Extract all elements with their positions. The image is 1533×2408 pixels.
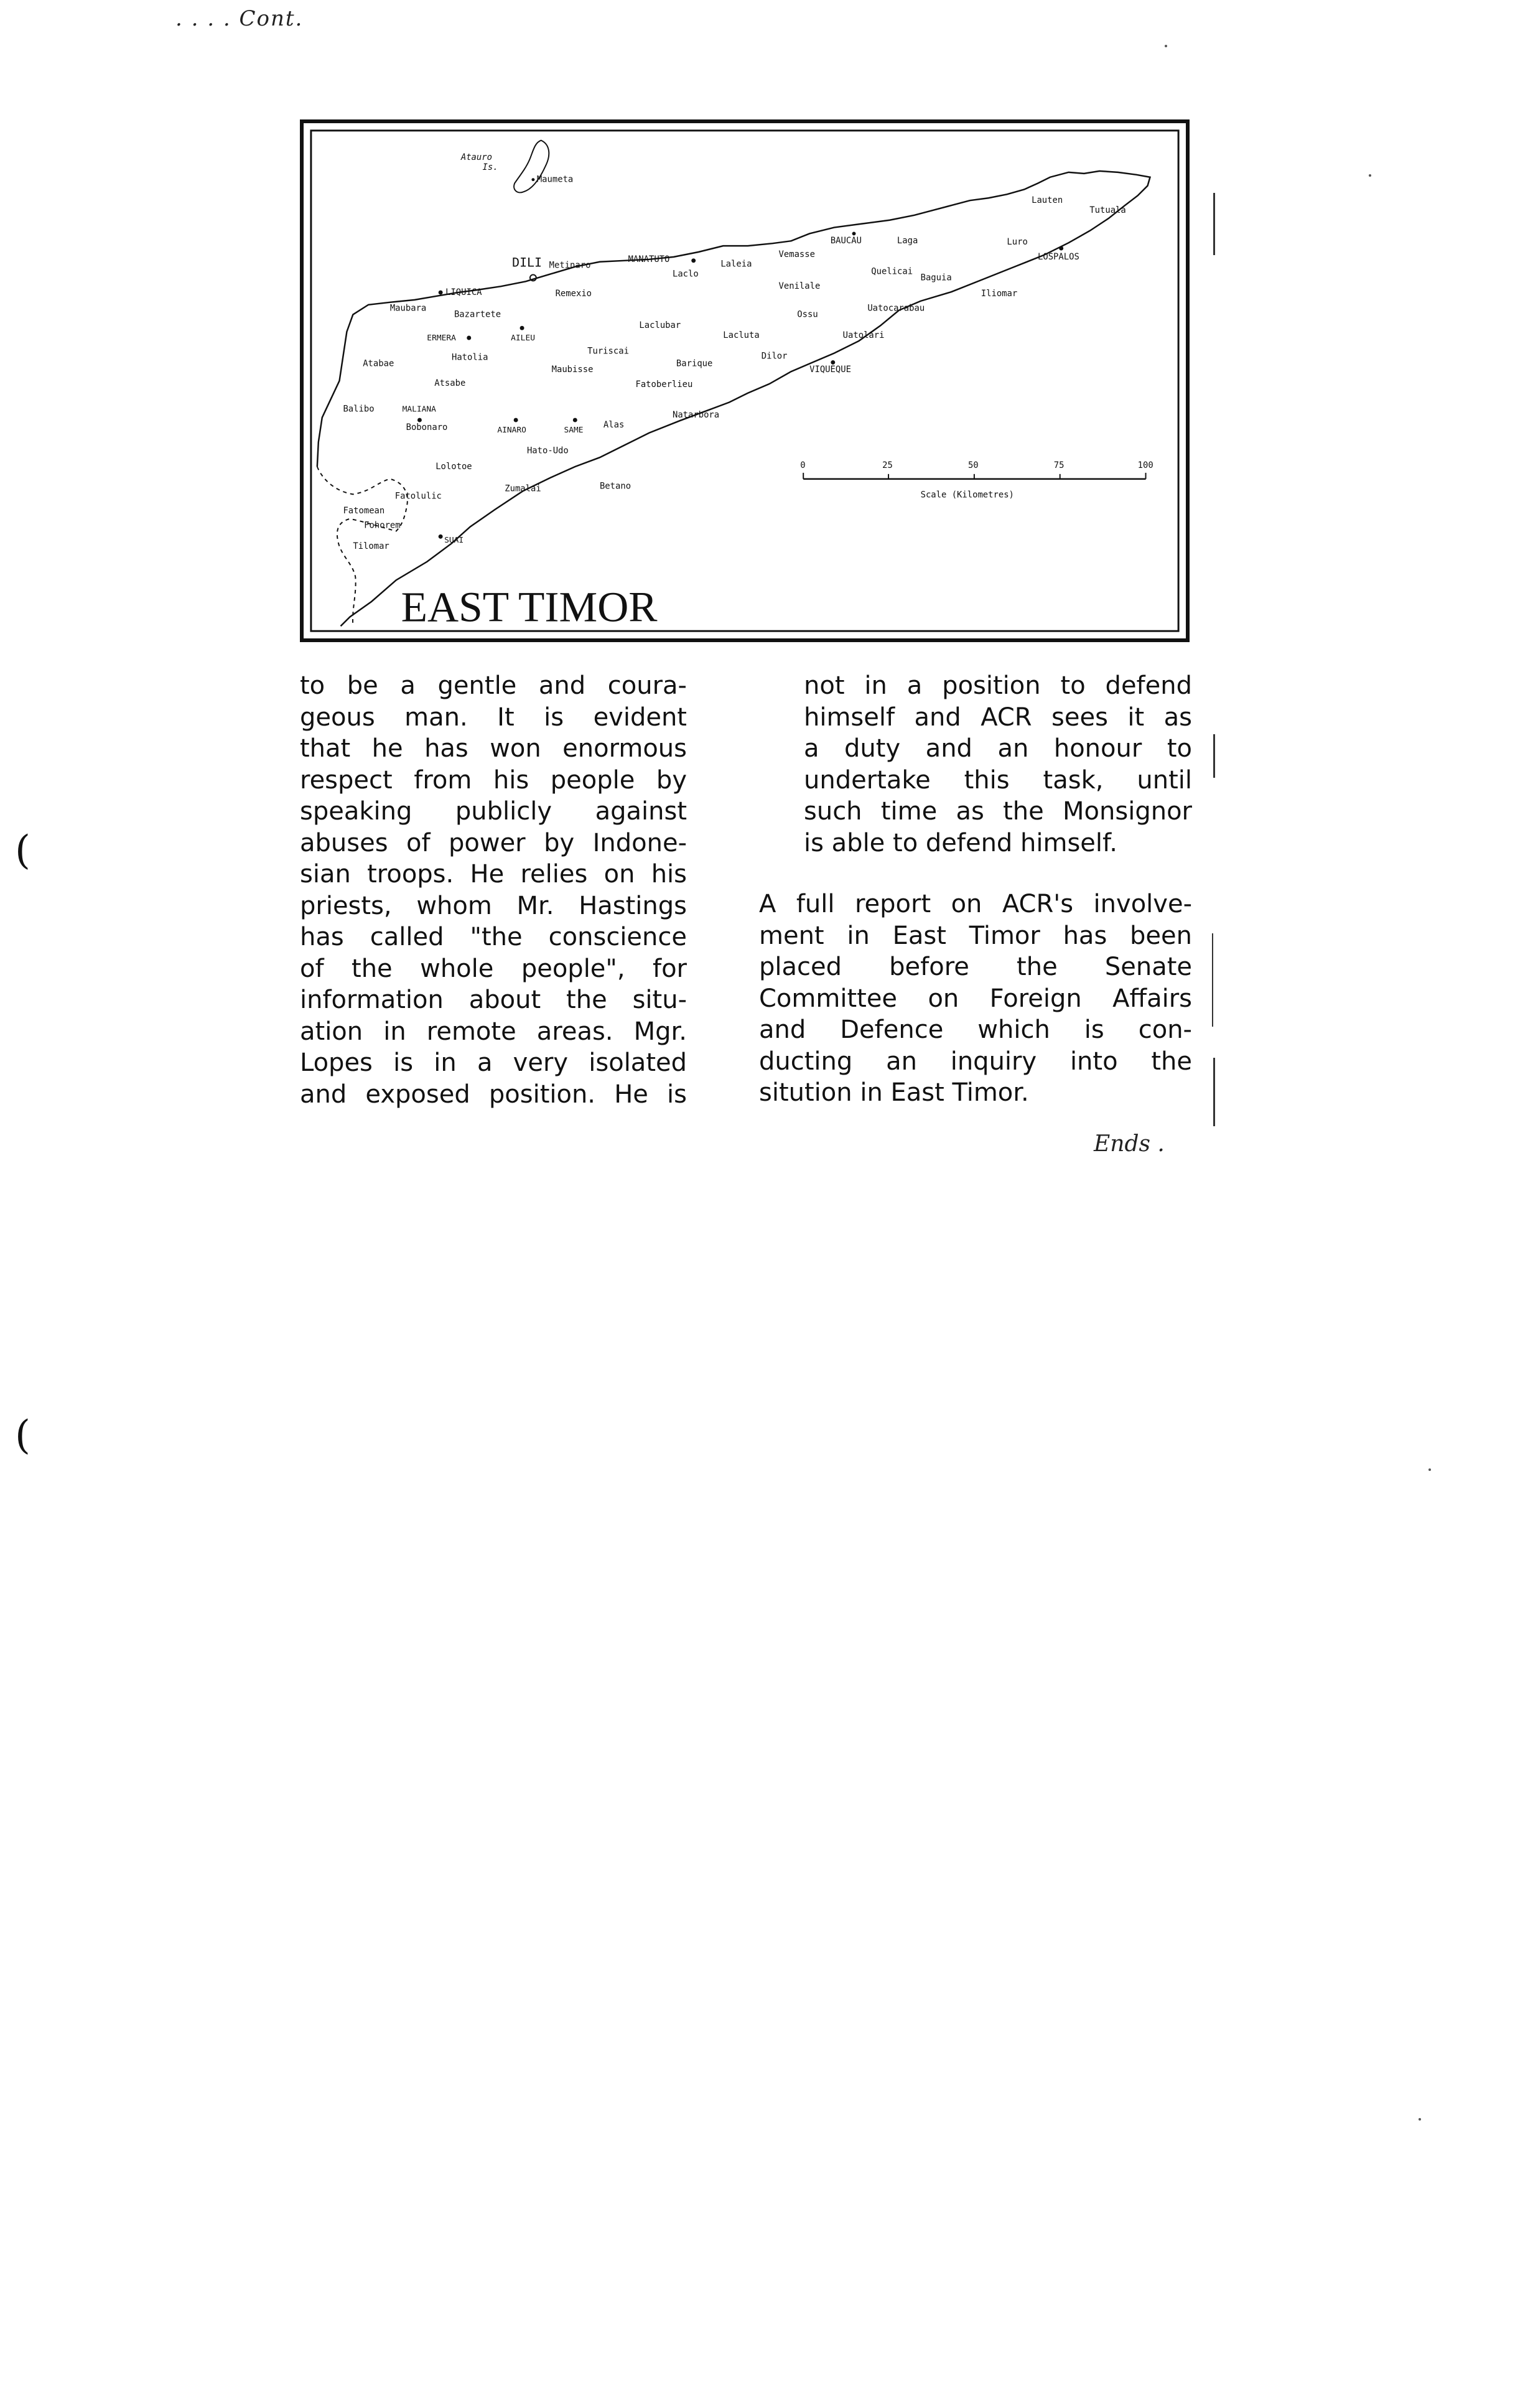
text-line: not in a position to defend [804, 671, 1192, 700]
text-line: of the whole people", for [300, 954, 687, 983]
place-label: LIQUICA [445, 287, 482, 297]
place-label: Natarbora [672, 410, 720, 421]
place-marker [439, 291, 443, 295]
article-right-column-bottom [759, 889, 1192, 1109]
place-label: Laclubar [639, 320, 681, 331]
scale-tick-label: 25 [882, 460, 893, 470]
place-label: Quelicai [871, 266, 913, 277]
left-column-paragraph [300, 670, 687, 1110]
place-label: Dilor [761, 351, 788, 362]
place-label: Ossu [797, 309, 818, 320]
place-label: Lacluta [723, 330, 760, 340]
place-label: ERMERA [427, 333, 456, 343]
place-marker [514, 418, 518, 422]
article-right-column-top [804, 670, 1192, 859]
place-marker [439, 534, 443, 539]
place-label: Atsabe [434, 378, 466, 388]
scan-speck [1419, 2118, 1421, 2121]
map-drawing [304, 123, 1186, 638]
margin-parenthesis-mark: ( [15, 1412, 30, 1458]
place-label: MANATUTO [628, 254, 670, 264]
place-label: Lauten [1032, 195, 1063, 206]
place-label: Barique [676, 358, 713, 369]
place-label: Bobonaro [406, 422, 448, 432]
place-label: Remexio [555, 289, 592, 299]
margin-line-mark [1213, 734, 1215, 778]
text-line: ment in East Timor has been [759, 921, 1192, 950]
place-label: VIQUEQUE [809, 365, 851, 375]
right-column-paragraph [759, 889, 1192, 1109]
scale-tick-label: 50 [967, 460, 979, 470]
text-line: A full report on ACR's involve- [759, 890, 1192, 918]
text-line: sian troops. He relies on his [300, 860, 687, 889]
right-column-paragraph [804, 670, 1192, 859]
place-label: Atauro [460, 152, 492, 163]
text-line: to be a gentle and coura- [300, 671, 687, 700]
text-line: sitution in East Timor. [759, 1078, 1029, 1107]
place-label: Tilomar [353, 541, 389, 552]
place-marker [417, 418, 422, 422]
text-line: placed before the Senate [759, 953, 1192, 981]
place-marker [831, 360, 835, 365]
place-label: LOSPALOS [1038, 251, 1079, 262]
text-line: himself and ACR sees it as [804, 702, 1192, 732]
scan-speck [1165, 45, 1167, 47]
place-label: Vemasse [778, 249, 815, 259]
place-label: BAUCAU [830, 236, 862, 246]
scan-speck [1428, 1468, 1431, 1471]
text-line: has called "the conscience [300, 923, 687, 951]
scale-label: Scale (Kilometres) [920, 490, 1014, 500]
place-label: Maubisse [551, 365, 594, 375]
text-line: ation in remote areas. Mgr. [300, 1017, 687, 1046]
place-label: Laclo [672, 269, 699, 279]
place-label: Uatolari [842, 330, 885, 340]
place-label: Fatomean [343, 505, 385, 516]
scale-tick-label: 100 [1137, 460, 1153, 470]
place-label: DILI [512, 255, 542, 270]
text-line: is able to defend himself. [804, 828, 1117, 857]
scan-speck [1369, 174, 1371, 177]
text-line: priests, whom Mr. Hastings [300, 891, 687, 920]
place-label: AINARO [497, 425, 526, 435]
place-label: Bazartete [454, 309, 501, 320]
place-label: Iliomar [981, 289, 1018, 299]
east-timor-map [300, 119, 1190, 642]
place-marker [467, 336, 471, 340]
ends-annotation: Ends . [1094, 1131, 1165, 1157]
place-marker [520, 326, 524, 330]
place-label: Zumalai [505, 483, 541, 494]
place-label: Maumeta [536, 174, 574, 185]
text-line: that he has won enormous [300, 734, 687, 763]
place-label: Atabae [363, 358, 394, 369]
atauro-island-outline [514, 141, 549, 193]
place-marker [531, 178, 534, 181]
text-line: such time as the Monsignor [804, 797, 1192, 826]
place-marker [573, 418, 577, 422]
map-title: EAST TIMOR [401, 582, 658, 631]
place-label: Metinaro [549, 260, 591, 271]
place-label: SAME [564, 425, 584, 435]
place-label: Fatoberlieu [635, 379, 693, 390]
place-label: Luro [1007, 237, 1028, 248]
place-label: Balibo [343, 404, 375, 414]
place-marker [852, 231, 856, 235]
margin-parenthesis-mark: ( [15, 828, 30, 874]
place-label: Hato-Udo [526, 446, 569, 456]
text-line: abuses of power by Indone- [300, 828, 687, 857]
place-marker [1059, 246, 1063, 251]
text-line: and exposed position. He is [300, 1080, 687, 1109]
text-line: geous man. It is evident [300, 702, 687, 732]
text-line: undertake this task, until [804, 765, 1192, 795]
text-line: speaking publicly against [300, 797, 687, 826]
place-label: MALIANA [402, 404, 436, 414]
margin-line-mark [1212, 933, 1213, 1027]
place-label: Tutuala [1089, 205, 1126, 215]
text-line: respect from his people by [300, 765, 687, 795]
place-label: Is. [482, 162, 498, 172]
text-line: a duty and an honour to [804, 734, 1192, 763]
text-line: Committee on Foreign Affairs [759, 984, 1192, 1013]
place-marker [691, 258, 696, 263]
margin-line-mark [1213, 193, 1215, 255]
place-label: Uatocarabau [867, 303, 925, 314]
margin-line-mark [1213, 1058, 1215, 1126]
place-label: Turiscai [587, 346, 629, 357]
text-line: and Defence which is con- [759, 1015, 1192, 1044]
place-label: Laga [897, 236, 918, 246]
place-label: AILEU [511, 333, 535, 343]
place-label: Maubara [389, 303, 427, 314]
text-line: information about the situ- [300, 986, 687, 1014]
place-label: Fohorem [364, 520, 401, 531]
article-left-column [300, 670, 687, 1110]
place-label: Lolotoe [436, 461, 472, 472]
continued-annotation: . . . . Cont. [175, 6, 304, 31]
scale-tick-label: 0 [800, 460, 806, 470]
place-label: Baguia [920, 273, 952, 283]
place-label: Hatolia [451, 352, 488, 363]
place-label: Betano [599, 481, 631, 492]
text-line: ducting an inquiry into the [759, 1047, 1192, 1076]
place-label: Venilale [778, 281, 821, 292]
place-label: Laleia [720, 259, 752, 269]
place-label: Fatolulic [394, 491, 442, 502]
place-label: SUAI [444, 536, 464, 546]
text-line: Lopes is in a very isolated [300, 1048, 687, 1077]
place-label: Alas [603, 419, 625, 430]
scale-tick-label: 75 [1053, 460, 1065, 470]
